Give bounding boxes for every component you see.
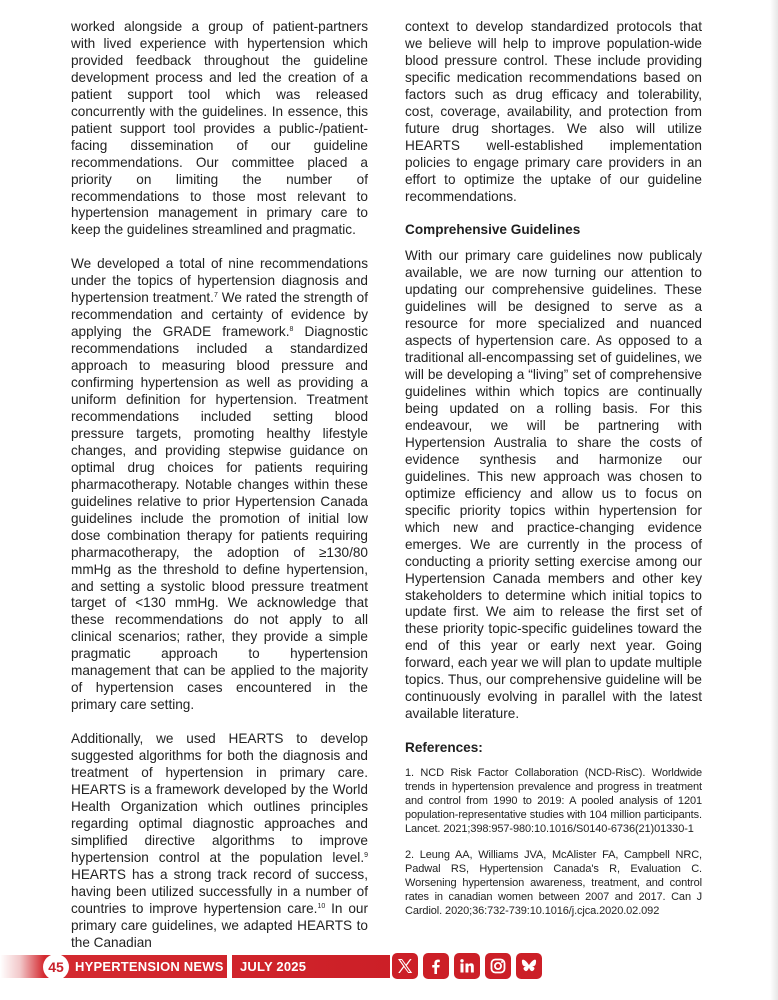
linkedin-icon[interactable]	[454, 953, 480, 979]
right-column	[405, 19, 702, 930]
citation-10: 10	[317, 902, 326, 910]
left-column	[71, 19, 368, 969]
x-icon[interactable]	[392, 953, 418, 979]
text-run: We developed a total of nine recommendations under the topics of hypertension diagnosis and hypertension treatment.	[71, 256, 368, 306]
text-run: In our primary care guidelines, we adapted HEARTS to the Canadian	[71, 900, 368, 950]
section-heading: Comprehensive Guidelines	[405, 222, 581, 238]
text-run: Additionally, we used HEARTS to develop suggested algorithms for both the diagnosis and treatment of hypertension in primary care. HEARTS is a framework developed by the World Health Organization which outlines principles regarding optimal diagnostic approaches and simplified directive algorithms to improve hypertension control at the population level.	[71, 731, 368, 865]
citation-8: 8	[289, 326, 294, 334]
text-run: We rated the strength of recommendation and certainty of evidence by applying the GRADE framework.	[71, 290, 368, 340]
paragraph: worked alongside a group of patient-partners with lived experience with hypertension which provided feedback throughout the guideline development process and led the creation of a patient support tool which was released concurrently with the guidelines. In essence, this patient support tool provides a public-/patient-facing dissemination of our guideline recommendations. Our committee placed a priority on limiting the number of recommendations to those most relevant to hypertension management in primary care to keep the guidelines streamlined and pragmatic.	[71, 19, 368, 238]
bluesky-icon[interactable]	[516, 953, 542, 979]
instagram-icon[interactable]	[485, 953, 511, 979]
paragraph	[71, 731, 368, 951]
reference-item: 1. NCD Risk Factor Collaboration (NCD-RisC). Worldwide trends in hypertension prevalence and progress in treatment and control from 1990 to 2019: A pooled analysis of 1201 population-representative studies with 104 million participants. Lancet. 2021;398:957-980:10.1016/S0140-6736(21)01330-1	[405, 767, 702, 836]
citation-7: 7	[213, 292, 218, 300]
references-heading: References:	[405, 740, 483, 756]
text-run: HEARTS has a strong track record of success, having been utilized successfully in a number of countries to improve hypertension care.	[71, 866, 368, 916]
citation-9: 9	[364, 851, 368, 859]
footer-divider	[227, 955, 232, 978]
reference-item: 2. Leung AA, Williams JVA, McAlister FA, Campbell NRC, Padwal RS, Hypertension Canada's R, Evaluation C. Worsening hypertension awareness, treatment, and control rates in canadian women between 2007 and 2017. Can J Cardiol. 2020;36:732-739:10.1016/j.cjca.2020.02.092	[405, 849, 702, 918]
social-links	[392, 953, 542, 979]
text-run: Diagnostic recommendations included a standardized approach to measuring blood pressure and confirming hypertension as well as providing a uniform definition for hypertension. Treatment recommendations included setting blood pressure targets, promoting healthy lifestyle changes, and providing stepwise guidance on optimal drug choices for patients requiring pharmacotherapy. Notable changes within these guidelines relative to prior Hypertension Canada guidelines include the promotion of initial low dose combination therapy for patients requiring pharmacotherapy, the adoption of ≥130/80 mmHg as the threshold to define hypertension, and setting a systolic blood pressure treatment target of <130 mmHg. We acknowledge that these recommendations do not apply to all clinical scenarios; rather, they provide a simple pragmatic approach to hypertension management that can be applied to the majority of hypertension cases encountered in the primary care setting.	[71, 324, 369, 713]
facebook-icon[interactable]	[423, 953, 449, 979]
paragraph	[71, 256, 368, 714]
publication-title: HYPERTENSION NEWS	[75, 959, 224, 974]
paragraph: With our primary care guidelines now publicaly available, we are now turning our attention to updating our comprehensive guidelines. These guidelines will be designed to serve as a resource for more specialized and nuanced aspects of hypertension care. As opposed to a traditional all-encompassing set of guidelines, we will be developing a “living” set of comprehensive guidelines within which topics are continually being updated on a rolling basis. For this endeavour, we will be partnering with Hypertension Australia to share the costs of evidence synthesis and harmonize our guidelines. This new approach was chosen to optimize efficiency and allow us to focus on specific priority topics within hypertension for which new and practice-changing evidence emerges. We are currently in the process of conducting a priority setting exercise among our Hypertension Canada members and other key stakeholders to determine which initial topics to update first. We aim to release the first set of these priority topic-specific guidelines toward the end of this year or early next year. Going forward, each year we will plan to update multiple topics. Thus, our comprehensive guideline will be continuously evolving in parallel with the latest available literature.	[405, 248, 702, 722]
paragraph: context to develop standardized protocols that we believe will help to improve population-wide blood pressure control. These include providing specific medication recommendations based on factors such as drug efficacy and tolerability, cost, coverage, availability, and protection from future drug shortages. We also will utilize HEARTS well-established implementation policies to engage primary care providers in an effort to optimize the uptake of our guideline recommendations.	[405, 19, 702, 204]
page-edge	[770, 0, 778, 1000]
issue-date: JULY 2025	[240, 959, 307, 974]
page-number: 45	[43, 954, 69, 980]
